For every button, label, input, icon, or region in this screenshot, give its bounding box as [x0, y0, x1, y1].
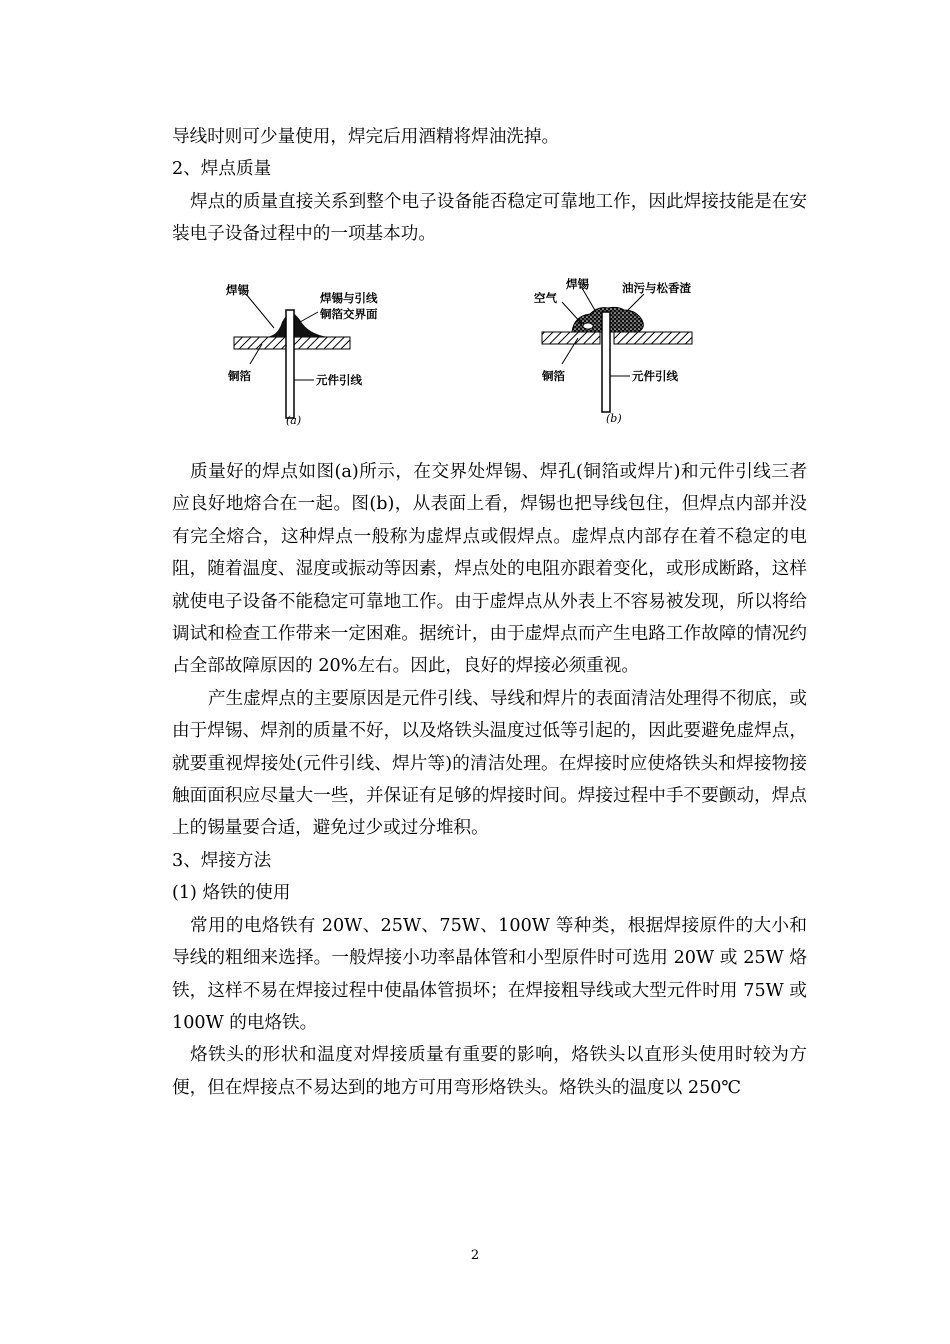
label-interface-line1: 焊锡与引线 — [320, 291, 378, 305]
paragraph: 质量好的焊点如图(a)所示，在交界处焊锡、焊孔(铜箔或焊片)和元件引线三者应良好地熔合在一起。图(b)，从表面上看，焊锡也把导线包住，但焊点内部并没有完全熔合，这种焊点一般称为虚焊点或假焊点。虚焊点内部存在着不稳定的电阻，随着温度、湿度或振动等因素，焊点处的电阻亦跟着变化，或形成断路，这样就使电子设备不能稳定可靠地工作。由于虚焊点从外表上不容易被发现，所以将给调试和检查工作带来一定困难。据统计，由于虚焊点而产生电路工作故障的情况约占全部故障原因的 20%左右。因此，良好的焊接必须重视。 — [172, 462, 807, 677]
solder-joint-diagram — [222, 272, 702, 432]
label-solder: 焊锡 — [566, 277, 589, 291]
paragraph: 导线时则可少量使用，焊完后用酒精将焊油洗掉。 — [172, 127, 560, 147]
label-oil-rosin-residue: 油污与松香渣 — [622, 281, 691, 295]
leader-line — [626, 294, 644, 312]
leader-line — [246, 294, 274, 328]
copper-foil-right — [614, 332, 692, 344]
section-heading-soldering-method: 3、焊接方法 — [172, 850, 272, 871]
figure-b-cold-joint — [534, 277, 692, 425]
leader-line — [582, 288, 596, 312]
component-lead — [602, 312, 610, 412]
label-interface-line2: 铜箔交界面 — [320, 307, 378, 321]
label-copper-foil: 铜箔 — [542, 369, 565, 383]
copper-foil-right — [294, 337, 350, 349]
solder-joint-figure — [222, 272, 702, 432]
body-text-block — [172, 456, 807, 1104]
solder-fillet — [266, 312, 328, 337]
page-number: 2 — [470, 1248, 480, 1263]
section-heading-solder-quality: 2、焊点质量 — [172, 159, 272, 180]
figure-a-good-joint — [226, 283, 378, 427]
paragraph: 烙铁头的形状和温度对焊接质量有重要的影响，烙铁头以直形头使用时较为方便，但在焊接点不易达到的地方可用弯形烙铁头。烙铁头的温度以 250℃ — [172, 1045, 807, 1098]
air-void — [583, 323, 593, 329]
figure-caption-a: (a) — [286, 414, 302, 427]
label-component-lead: 元件引线 — [316, 373, 362, 387]
subsection-heading-iron-use: (1) 烙铁的使用 — [172, 883, 291, 904]
paragraph: 产生虚焊点的主要原因是元件引线、导线和焊片的表面清洁处理得不彻底，或由于焊锡、焊剂的质量不好，以及烙铁头温度过低等引起的，因此要避免虚焊点，就要重视焊接处(元件引线、焊片等)的清洁处理。在焊接时应使烙铁头和焊接物接触面面积应尽量大一些，并保证有足够的焊接时间。焊接过程中手不要颤动，焊点上的锡量要合适，避免过少或过分堆积。 — [172, 688, 807, 839]
label-component-lead: 元件引线 — [632, 369, 678, 383]
figure-caption-b: (b) — [606, 412, 622, 425]
copper-foil-left — [542, 332, 600, 344]
leader-line — [300, 312, 318, 322]
label-solder: 焊锡 — [226, 283, 249, 297]
paragraph: 焊点的质量直接关系到整个电子设备能否稳定可靠地工作，因此焊接技能是在安装电子设备过程中的一项基本功。 — [172, 191, 807, 245]
intro-text-block — [172, 121, 807, 251]
leader-line — [562, 302, 582, 324]
paragraph: 常用的电烙铁有 20W、25W、75W、100W 等种类，根据焊接原件的大小和导线的粗细来选择。一般焊接小功率晶体管和小型原件时可选用 20W 或 25W 烙铁，这样不易在焊接过程中使晶体管损坏；在焊接粗导线或大型元件时用 75W 或 100W 的电烙铁。 — [172, 915, 807, 1033]
component-lead — [286, 310, 294, 418]
label-copper-foil: 铜箔 — [228, 369, 251, 383]
label-air: 空气 — [534, 291, 557, 305]
